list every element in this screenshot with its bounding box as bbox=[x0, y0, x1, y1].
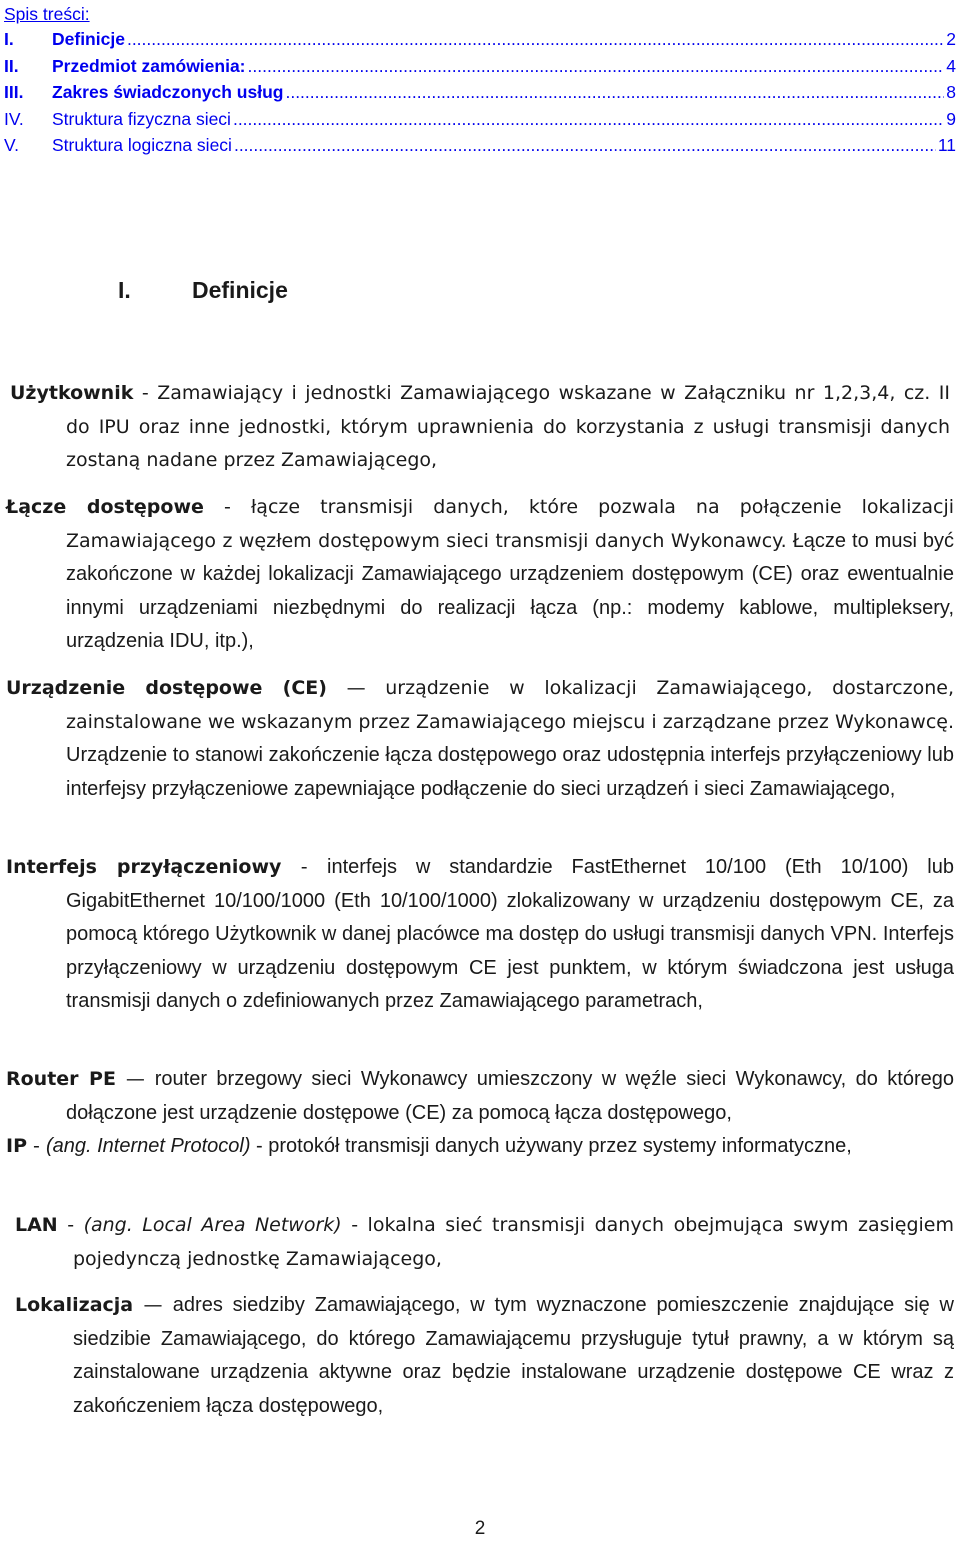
toc-entry-number: V. bbox=[4, 135, 19, 155]
definition-text-continued: interfejs w standardzie FastEthernet 10/100 (Eth 10/100) lub GigabitEthernet 10/100/1000 (Eth 10/100/1000) zlokalizowany w urządzeniu dostępowym CE, za pomocą którego Użytkownik w danej placówce ma dostęp do usługi transmisji danych VPN. Interfejs przyłączeniowy w urządzeniu dostępowym CE jest punktem, w którym świadczona jest usługa transmisji danych o zdefiniowanych przez Zamawiającego parametrach, bbox=[66, 856, 954, 1012]
toc-entry-struktura-fizyczna[interactable] bbox=[4, 106, 956, 133]
definition-uzytkownik bbox=[10, 377, 950, 478]
definition-text-continued: adres siedziby Zamawiającego, w tym wyznaczone pomieszczenie znajdujące się w siedzibie Zamawiającego, do którego Zamawiającemu przysługuje tytuł prawny, a w którym są zainstalowane urządzenia aktywne oraz będzie instalowane urządzenie dostępowe CE wraz z zakończeniem łącza dostępowego, bbox=[73, 1294, 954, 1417]
definition-separator: - bbox=[57, 1214, 84, 1236]
definition-term: Użytkownik bbox=[10, 382, 134, 404]
definition-text-continued: Łącze to musi być zakończone w każdej lokalizacji Zamawiającego urządzeniem dostępowym (CE) oraz ewentualnie innymi urządzeniami niezbędnymi do realizacji łącza (np.: modemy kablowe, multipleksery, urządzenia IDU, itp.), bbox=[66, 529, 954, 652]
definition-italic: (ang. Internet Protocol) bbox=[45, 1135, 251, 1157]
definition-term: LAN bbox=[15, 1214, 58, 1236]
toc-entry-label: Definicje bbox=[52, 29, 125, 49]
toc-entry-number: III. bbox=[4, 82, 24, 102]
definition-separator: — bbox=[115, 1068, 155, 1090]
toc-entry-przedmiot[interactable] bbox=[4, 53, 956, 80]
toc-entry-page: 9 bbox=[946, 108, 956, 129]
definition-term: Łącze dostępowe bbox=[6, 496, 204, 518]
definition-router-pe bbox=[6, 1063, 954, 1130]
section-heading bbox=[118, 277, 288, 304]
definition-text-continued: Urządzenie to stanowi zakończenie łącza dostępowego oraz udostępnia interfejs przyłączeniowy lub interfejsy przyłączeniowe zapewniające podłączenie do sieci urządzeń i sieci Zamawiającego, bbox=[66, 744, 954, 800]
toc-dot-leader bbox=[127, 26, 944, 53]
definition-lacze-dostepowe bbox=[6, 491, 954, 659]
toc-entry-struktura-logiczna[interactable] bbox=[4, 132, 956, 159]
definition-italic: (ang. Local Area Network) bbox=[83, 1214, 342, 1236]
toc-entry-page: 8 bbox=[946, 82, 956, 102]
definition-text: urządzenie w lokalizacji Zamawiającego, dostarczone, zainstalowane we wskazanym przez Zamawiającego miejscu i zarządzane przez Wykonawcę. bbox=[66, 677, 954, 733]
toc-dot-leader bbox=[285, 79, 944, 106]
definition-separator: — bbox=[133, 1294, 173, 1316]
toc-entry-definicje[interactable] bbox=[4, 26, 956, 53]
definition-text: Zamawiający i jednostki Zamawiającego wskazane w Załączniku nr 1,2,3,4, cz. II do IPU oraz inne jednostki, którym uprawnienia do korzystania z usługi transmisji danych zostaną nadane przez Zamawiającego, bbox=[66, 382, 950, 471]
toc-entry-label: Struktura logiczna sieci bbox=[52, 135, 232, 155]
definition-ip bbox=[6, 1130, 936, 1164]
definition-urzadzenie-dostepowe bbox=[6, 672, 954, 806]
toc-entry-page: 4 bbox=[946, 55, 956, 76]
toc-entry-page: 11 bbox=[937, 135, 956, 155]
definition-term: IP bbox=[6, 1135, 27, 1157]
definition-term: Urządzenie dostępowe (CE) bbox=[6, 677, 327, 699]
toc-dot-leader bbox=[234, 132, 936, 159]
toc-dot-leader bbox=[233, 106, 944, 133]
definition-separator: - bbox=[281, 856, 327, 878]
definition-term: Router PE bbox=[6, 1068, 116, 1090]
toc-title[interactable]: Spis treści: bbox=[4, 4, 90, 24]
toc-entry-page: 2 bbox=[946, 29, 956, 49]
definition-separator: - bbox=[133, 382, 158, 404]
definition-term: Lokalizacja bbox=[15, 1294, 134, 1316]
table-of-contents bbox=[4, 2, 956, 159]
definition-text-continued: router brzegowy sieci Wykonawcy umieszczony w węźle sieci Wykonawcy, do którego dołączone jest urządzenie dostępowe (CE) za pomocą łącza dostępowego, bbox=[66, 1068, 954, 1124]
definition-lan bbox=[15, 1209, 954, 1276]
section-title: Definicje bbox=[192, 277, 288, 303]
definition-separator: - bbox=[203, 496, 251, 518]
toc-entry-label: Przedmiot zamówienia: bbox=[52, 55, 246, 76]
page-number: 2 bbox=[474, 1518, 486, 1539]
toc-entry-zakres[interactable] bbox=[4, 79, 956, 106]
definition-interfejs-przylaczeniowy bbox=[6, 851, 954, 1019]
definition-text: - protokół transmisji danych używany przez systemy informatyczne, bbox=[250, 1135, 852, 1157]
toc-entry-number: I. bbox=[4, 29, 14, 49]
toc-entry-label: Struktura fizyczna sieci bbox=[52, 108, 231, 129]
definition-separator: - bbox=[27, 1135, 46, 1157]
section-number: I. bbox=[118, 277, 131, 303]
definition-separator: — bbox=[326, 677, 386, 699]
definition-lokalizacja bbox=[15, 1289, 954, 1423]
definition-text: - lokalna sieć transmisji danych obejmująca swym zasięgiem pojedynczą jednostkę Zamawiającego, bbox=[73, 1214, 954, 1270]
toc-entry-number: IV. bbox=[4, 108, 24, 129]
toc-dot-leader bbox=[248, 53, 945, 80]
definition-text: łącze transmisji danych, które pozwala na połączenie lokalizacji Zamawiającego z węzłem dostępowym sieci transmisji danych Wykonawcy. bbox=[66, 496, 954, 552]
toc-entry-number: II. bbox=[4, 55, 19, 76]
definition-term: Interfejs przyłączeniowy bbox=[6, 856, 282, 878]
toc-entry-label: Zakres świadczonych usług bbox=[52, 82, 284, 102]
